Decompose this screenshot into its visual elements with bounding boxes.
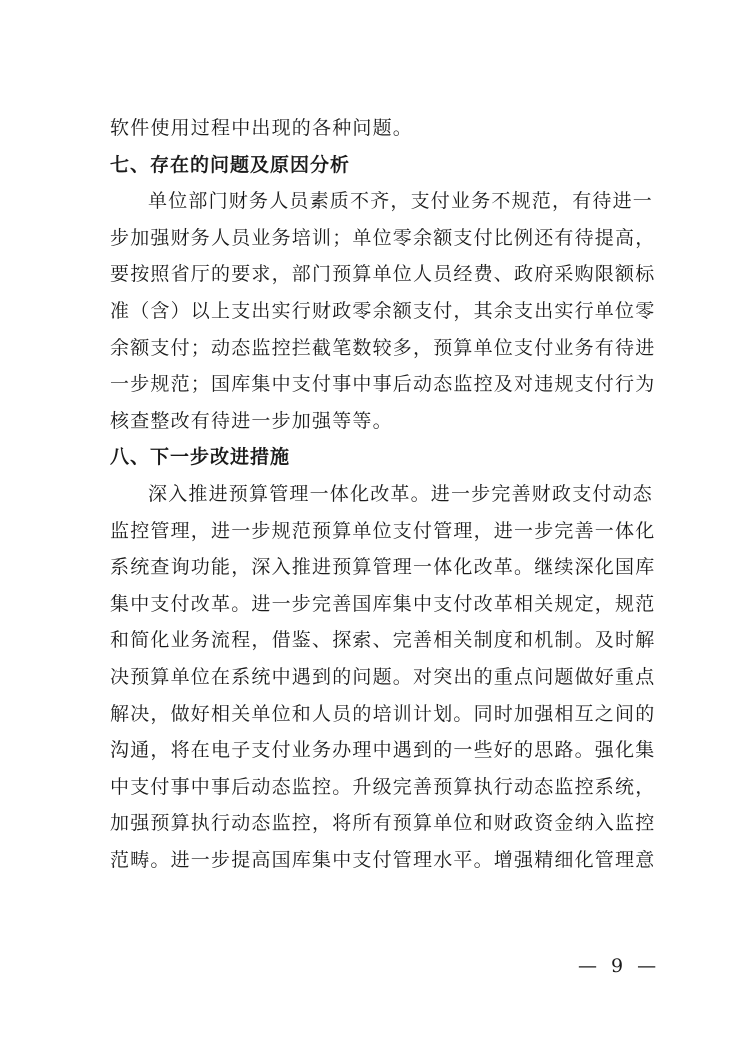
paragraph-line: 沟通，将在电子支付业务办理中遇到的一些好的思路。强化集 (110, 739, 656, 762)
paragraph-line: 深入推进预算管理一体化改革。进一步完善财政支付动态 (148, 482, 654, 505)
paragraph-line: 加强预算执行动态监控，将所有预算单位和财政资金纳入监控 (110, 812, 656, 835)
paragraph-line: 解决，做好相关单位和人员的培训计划。同时加强相互之间的 (110, 702, 656, 725)
paragraph-line: 余额支付；动态监控拦截笔数较多，预算单位支付业务有待进 (110, 336, 656, 359)
paragraph-line: 范畴。进一步提高国库集中支付管理水平。增强精细化管理意 (110, 848, 656, 871)
paragraph-line: 决预算单位在系统中遇到的问题。对突出的重点问题做好重点 (110, 665, 656, 688)
paragraph-line: 监控管理，进一步规范预算单位支付管理，进一步完善一体化 (110, 519, 656, 542)
body-text (110, 110, 656, 878)
paragraph-line: 步加强财务人员业务培训；单位零余额支付比例还有待提高， (110, 226, 656, 249)
paragraph-line: 和简化业务流程，借鉴、探索、完善相关制度和机制。及时解 (110, 629, 656, 652)
paragraph-line: 要按照省厅的要求，部门预算单位人员经费、政府采购限额标 (110, 263, 656, 286)
section-heading: 八、下一步改进措施 (110, 446, 291, 469)
paragraph-line: 系统查询功能，深入推进预算管理一体化改革。继续深化国库 (110, 556, 656, 579)
paragraph-line: 核查整改有待进一步加强等等。 (110, 409, 393, 432)
paragraph-line: 一步规范；国库集中支付事中事后动态监控及对违规支付行为 (110, 373, 656, 396)
paragraph-line: 集中支付改革。进一步完善国库集中支付改革相关规定，规范 (110, 592, 656, 615)
paragraph-line: 单位部门财务人员素质不齐，支付业务不规范，有待进一 (148, 190, 654, 213)
paragraph-line: 软件使用过程中出现的各种问题。 (110, 117, 414, 139)
page-number: — 9 — (578, 955, 661, 977)
section-heading: 七、存在的问题及原因分析 (110, 153, 351, 176)
paragraph-line: 准（含）以上支出实行财政零余额支付，其余支出实行单位零 (110, 299, 656, 322)
paragraph-line: 中支付事中事后动态监控。升级完善预算执行动态监控系统， (110, 775, 656, 798)
